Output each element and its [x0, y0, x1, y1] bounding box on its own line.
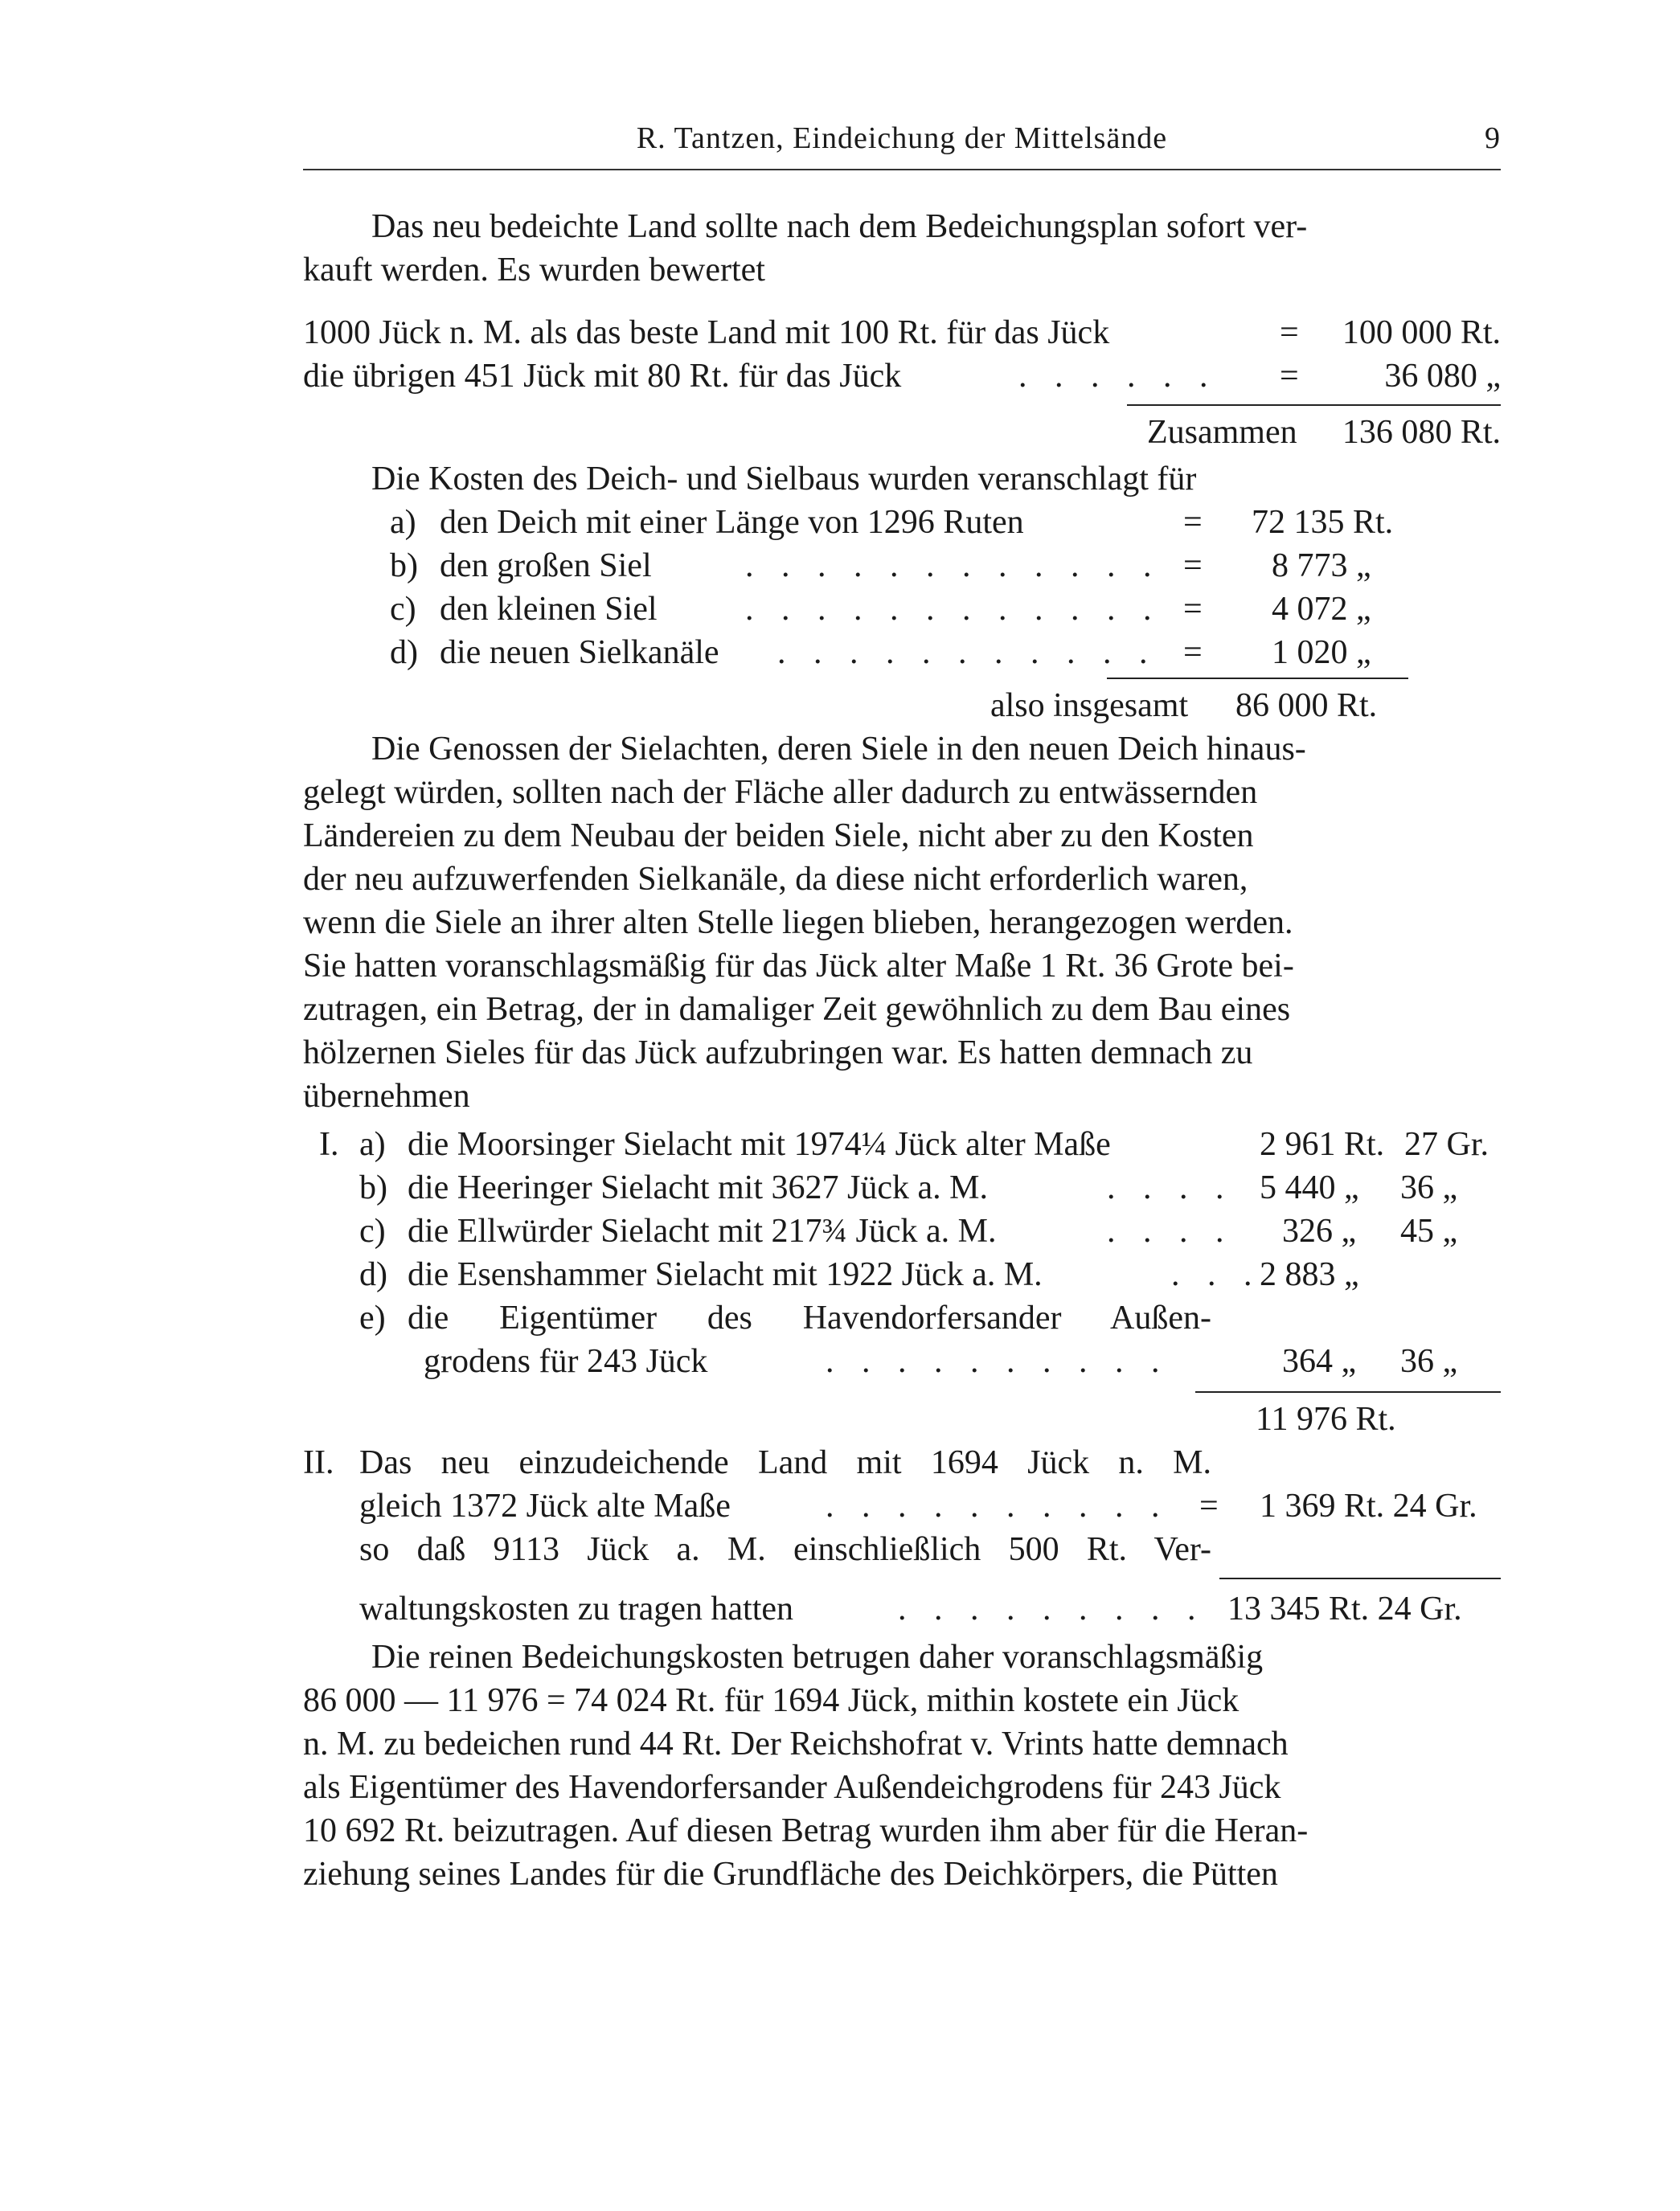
item-letter: b): [359, 1169, 387, 1206]
leader-dots: . . .: [1171, 1256, 1262, 1293]
item-amount: 1 369 Rt. 24 Gr.: [1260, 1488, 1477, 1525]
item-rt: 2 961 Rt.: [1260, 1126, 1385, 1163]
valuation-row-2: [303, 354, 1501, 398]
item-text: den Deich mit einer Länge von 1296 Ruten: [440, 504, 1024, 541]
item-amount: 72 135 Rt.: [1252, 504, 1394, 541]
valuation-amount: 100 000 Rt.: [1342, 314, 1501, 351]
total-label: Zusammen: [1147, 414, 1297, 451]
equals-sign: =: [1199, 1488, 1219, 1525]
item-text: den großen Siel: [440, 547, 652, 584]
valuation-text: 1000 Jück n. M. als das beste Land mit 100 Rt. für das Jück: [303, 314, 1110, 351]
para3-line: 86 000 — 11 976 = 74 024 Rt. für 1694 Jück, mithin kostete ein Jück: [303, 1682, 1240, 1719]
valuation-text: die übrigen 451 Jück mit 80 Rt. für das Jück: [303, 358, 902, 395]
sum-rule: [1195, 1391, 1501, 1393]
page-body: [303, 205, 1501, 1896]
total-amount: 86 000 Rt.: [1235, 687, 1378, 724]
equals-sign: =: [1183, 634, 1203, 671]
item-text: die Ellwürder Sielacht mit 217¾ Jück a. M.: [408, 1213, 997, 1250]
equals-sign: =: [1183, 504, 1203, 541]
item-text: gleich 1372 Jück alte Maße: [359, 1488, 731, 1525]
section-II-row-1: [303, 1441, 1501, 1484]
page: [303, 121, 1501, 1893]
equals-sign: =: [1183, 591, 1203, 628]
section-II-row-4: [303, 1587, 1501, 1631]
roman-numeral: II.: [303, 1444, 334, 1481]
item-amount: 4 072 „: [1272, 591, 1371, 628]
section-I-row-a: [303, 1123, 1501, 1166]
cost-row-b: [303, 544, 1501, 588]
section-II-row-3: [303, 1528, 1501, 1571]
item-amount: 13 345 Rt. 24 Gr.: [1227, 1591, 1462, 1628]
item-text: so daß 9113 Jück a. M. einschließlich 500 Rt. Ver-: [359, 1531, 1211, 1568]
para2-line: hölzernen Sieles für das Jück aufzubringen war. Es hatten demnach zu: [303, 1034, 1253, 1071]
roman-numeral: I.: [319, 1126, 339, 1163]
intro-line-2: kauft werden. Es wurden bewertet: [303, 252, 765, 289]
item-text: den kleinen Siel: [440, 591, 658, 628]
item-text: die Heeringer Sielacht mit 3627 Jück a. M.: [408, 1169, 988, 1206]
leader-dots: . . . .: [1107, 1169, 1234, 1206]
costs-total-row: [303, 684, 1501, 727]
item-letter: c): [359, 1213, 386, 1250]
item-amount: 8 773 „: [1272, 547, 1371, 584]
para2-line: wenn die Siele an ihrer alten Stelle liegen blieben, herangezogen werden.: [303, 904, 1293, 941]
section-I-row-e: [303, 1296, 1501, 1340]
item-letter: b): [390, 547, 418, 584]
total-label: also insgesamt: [990, 687, 1189, 724]
item-rt: 326 „: [1282, 1213, 1357, 1250]
section-I-row-c: [303, 1210, 1501, 1253]
equals-sign: =: [1280, 358, 1299, 395]
total-amount: 11 976 Rt.: [1256, 1401, 1396, 1438]
para3-line: n. M. zu bedeichen rund 44 Rt. Der Reichshofrat v. Vrints hatte demnach: [303, 1726, 1289, 1763]
valuation-total-row: [303, 411, 1501, 454]
item-gr: 36 „: [1400, 1169, 1458, 1206]
para2-line: gelegt würden, sollten nach der Fläche aller dadurch zu entwässernden: [303, 774, 1258, 811]
cost-row-d: [303, 631, 1501, 674]
item-letter: c): [390, 591, 416, 628]
leader-dots: . . . . . . . . . . . .: [745, 591, 1162, 628]
sum-rule: [1219, 1578, 1501, 1579]
para3-line: 10 692 Rt. beizutragen. Auf diesen Betrag wurden ihm aber für die Heran-: [303, 1812, 1309, 1849]
item-letter: a): [359, 1126, 386, 1163]
leader-dots: . . . . . . . . . . .: [777, 634, 1158, 671]
sum-rule: [1127, 404, 1501, 406]
valuation-amount: 36 080 „: [1384, 358, 1501, 395]
leader-dots: . . . . . . . . . . . .: [745, 547, 1162, 584]
total-amount: 136 080 Rt.: [1342, 414, 1501, 451]
para2-line: Ländereien zu dem Neubau der beiden Siele, nicht aber zu den Kosten: [303, 817, 1254, 854]
para2-line: der neu aufzuwerfenden Sielkanäle, da diese nicht erforderlich waren,: [303, 861, 1248, 898]
item-gr: 45 „: [1400, 1213, 1458, 1250]
para3-line: ziehung seines Landes für die Grundfläche des Deichkörpers, die Pütten: [303, 1856, 1278, 1893]
header-rule: [303, 169, 1501, 170]
section-I-total-row: [303, 1398, 1501, 1441]
item-letter: e): [359, 1300, 386, 1337]
para2-line: Die Genossen der Sielachten, deren Siele in den neuen Deich hinaus-: [371, 731, 1306, 768]
para2-line: übernehmen: [303, 1078, 470, 1115]
item-rt: 5 440 „: [1260, 1169, 1359, 1206]
item-letter: d): [390, 634, 418, 671]
header-title: R. Tantzen, Eindeichung der Mittelsände: [636, 121, 1168, 155]
costs-intro: Die Kosten des Deich- und Sielbaus wurden veranschlagt für: [371, 461, 1197, 497]
item-rt: 364 „: [1282, 1343, 1357, 1380]
item-text: die neuen Sielkanäle: [440, 634, 719, 671]
equals-sign: =: [1183, 547, 1203, 584]
item-text: die Esenshammer Sielacht mit 1922 Jück a. M.: [408, 1256, 1043, 1293]
para3-line: Die reinen Bedeichungskosten betrugen daher voranschlagsmäßig: [371, 1639, 1264, 1676]
cost-row-c: [303, 588, 1501, 631]
item-gr: 36 „: [1400, 1343, 1458, 1380]
item-rt: 2 883 „: [1260, 1256, 1359, 1293]
item-text: Das neu einzudeichende Land mit 1694 Jück n. M.: [359, 1444, 1211, 1481]
section-I-row-e-cont: [303, 1340, 1501, 1383]
valuation-row-1: [303, 311, 1501, 354]
para2-line: Sie hatten voranschlagsmäßig für das Jück alter Maße 1 Rt. 36 Grote bei-: [303, 948, 1294, 985]
item-text: die Eigentümer des Havendorfersander Außen-: [408, 1300, 1211, 1337]
cost-row-a: [303, 501, 1501, 544]
section-I-row-d: [303, 1253, 1501, 1296]
leader-dots: . . . . . . . . . .: [826, 1343, 1170, 1380]
intro-line-1: Das neu bedeichte Land sollte nach dem Bedeichungsplan sofort ver-: [371, 208, 1308, 245]
section-I-row-b: [303, 1166, 1501, 1210]
section-II-row-2: [303, 1484, 1501, 1528]
leader-dots: . . . . . . . . . .: [826, 1488, 1170, 1525]
equals-sign: =: [1280, 314, 1299, 351]
item-letter: a): [390, 504, 416, 541]
item-letter: d): [359, 1256, 387, 1293]
item-amount: 1 020 „: [1272, 634, 1371, 671]
para3-line: als Eigentümer des Havendorfersander Außendeichgrodens für 243 Jück: [303, 1769, 1281, 1806]
leader-dots: . . . .: [1107, 1213, 1234, 1250]
item-text: grodens für 243 Jück: [424, 1343, 708, 1380]
running-header: [303, 121, 1501, 161]
page-number: 9: [1485, 121, 1501, 155]
leader-dots: . . . . . . . . .: [898, 1591, 1206, 1628]
item-text: waltungskosten zu tragen hatten: [359, 1591, 794, 1628]
leader-dots: . . . . . .: [1018, 358, 1218, 395]
para2-line: zutragen, ein Betrag, der in damaliger Zeit gewöhnlich zu dem Bau eines: [303, 991, 1291, 1028]
sum-rule: [1107, 678, 1408, 679]
item-text: die Moorsinger Sielacht mit 1974¼ Jück alter Maße: [408, 1126, 1111, 1163]
item-gr: 27 Gr.: [1404, 1126, 1489, 1163]
